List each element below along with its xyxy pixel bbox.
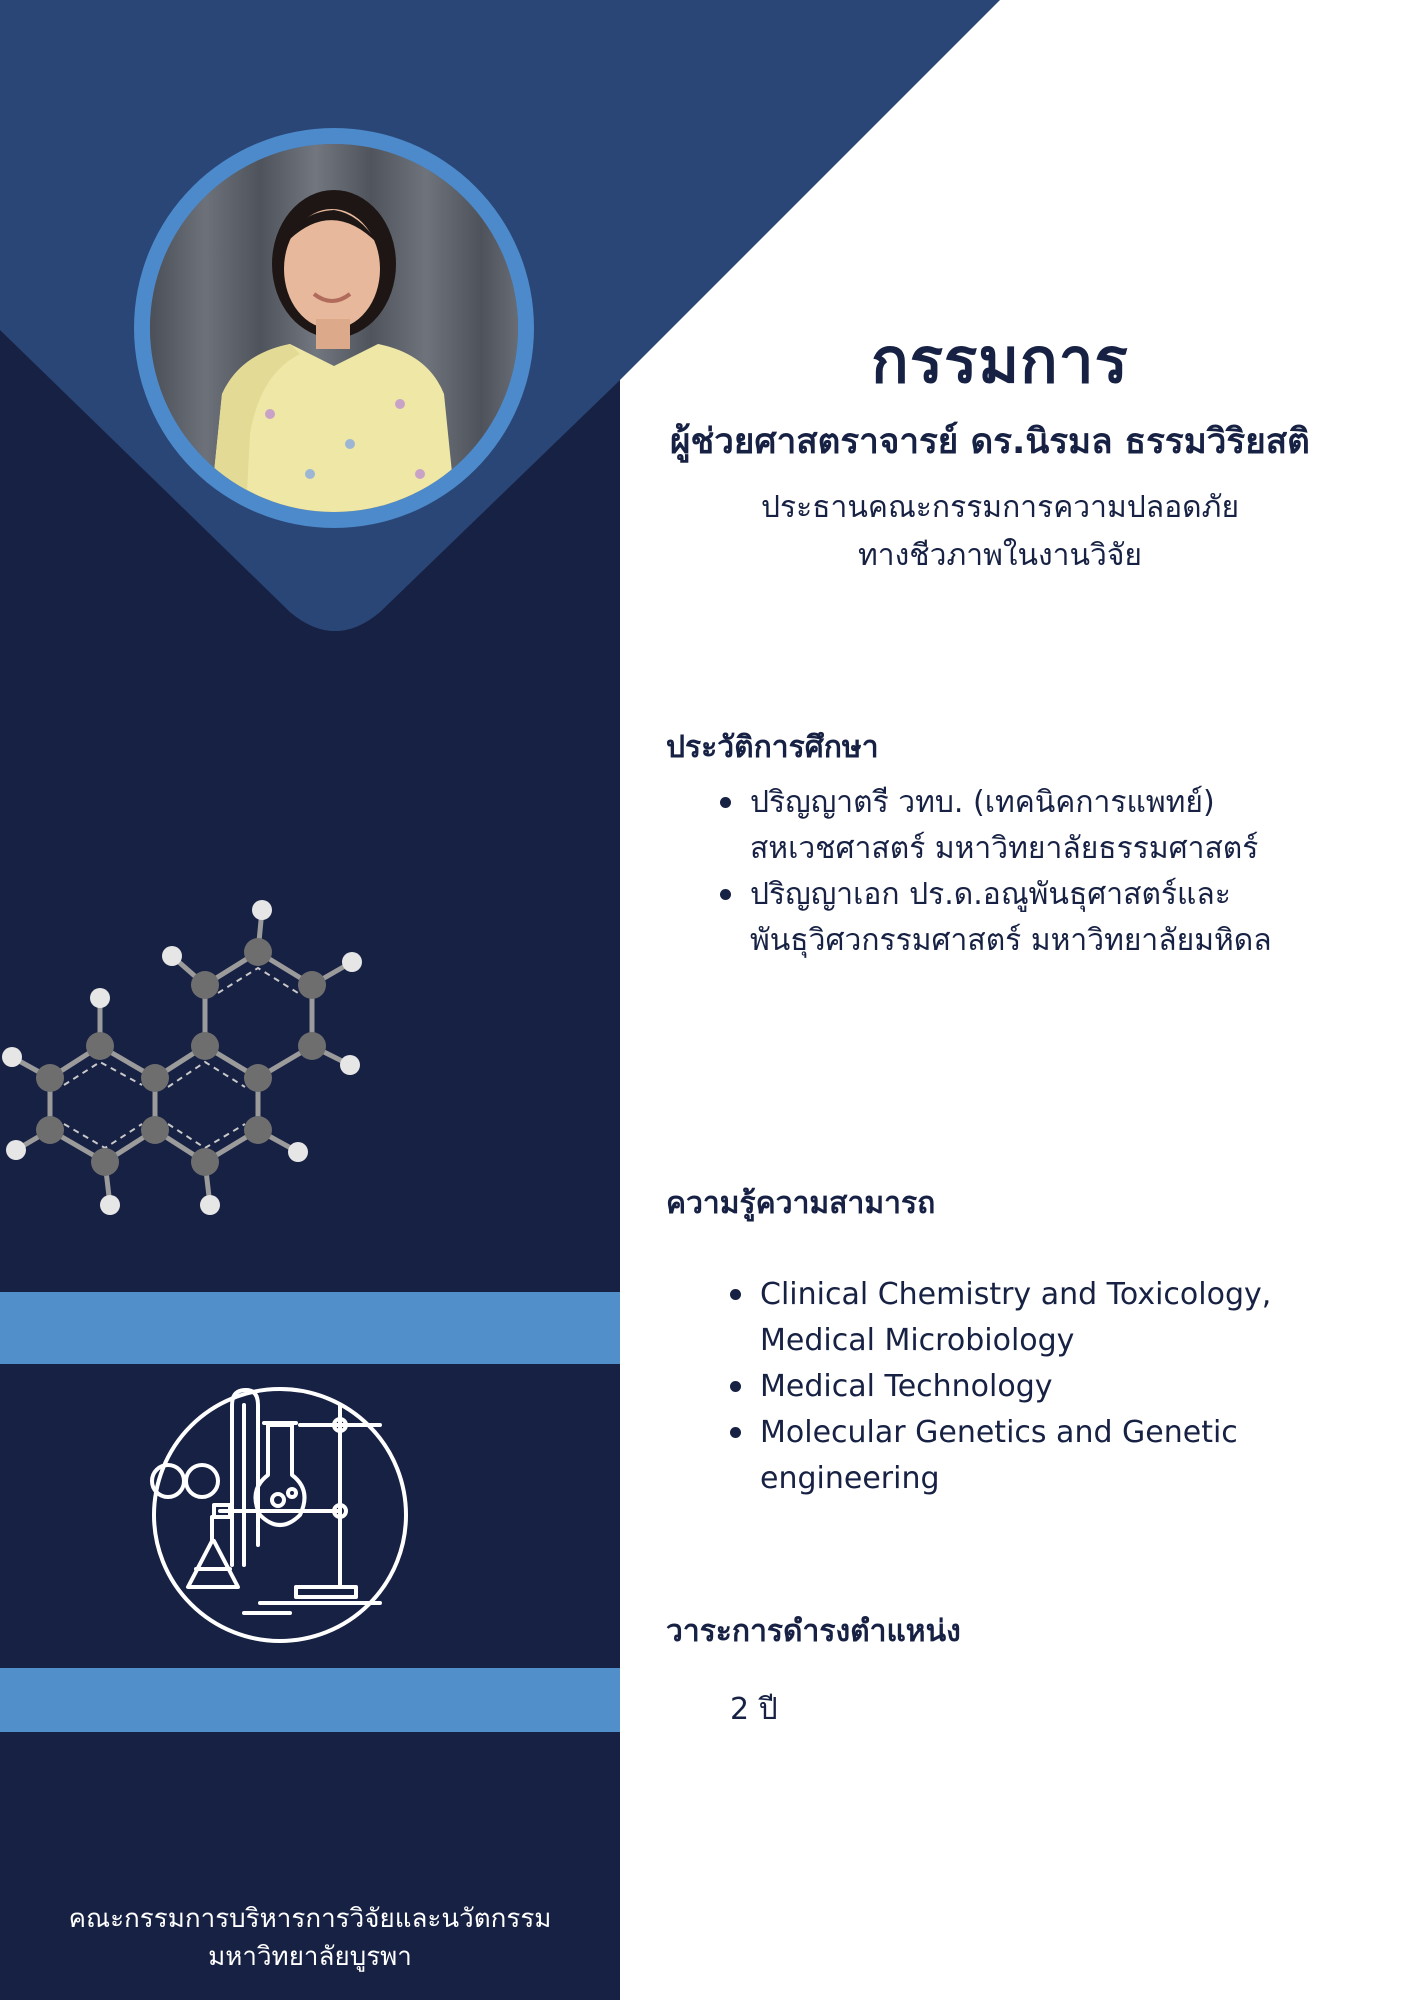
position-line-1: ประธานคณะกรรมการความปลอดภัย — [760, 490, 1240, 525]
laboratory-equipment-icon — [140, 1365, 420, 1645]
page-title: กรรมการ — [871, 324, 1129, 397]
education-item-line: พันธุวิศวกรรมศาสตร์ มหาวิทยาลัยมหิดล — [750, 923, 1272, 958]
expertise-item — [726, 1410, 1271, 1502]
expertise-item-line: Medical Microbiology — [760, 1323, 1075, 1358]
profile-content — [620, 0, 1414, 2000]
education-heading: ประวัติการศึกษา — [666, 730, 879, 765]
organization-footer — [0, 1900, 620, 1976]
person-photo-illustration — [150, 144, 518, 512]
organization-name-line-1: คณะกรรมการบริหารการวิจัยและนวัตกรรม — [68, 1904, 552, 1934]
expertise-item-line: Molecular Genetics and Genetic — [760, 1415, 1238, 1450]
education-item — [716, 780, 1272, 872]
position-line-2: ทางชีวภาพในงานวิจัย — [857, 538, 1143, 573]
education-list — [716, 780, 1272, 964]
position-title — [620, 484, 1380, 580]
expertise-item — [726, 1364, 1271, 1410]
accent-stripe-bottom — [0, 1668, 620, 1732]
term-value: 2 ปี — [730, 1692, 778, 1727]
expertise-item-line: Medical Technology — [760, 1369, 1053, 1404]
education-item-line: ปริญญาตรี วทบ. (เทคนิคการแพทย์) — [750, 785, 1215, 820]
education-item — [716, 872, 1272, 964]
education-item-line: สหเวชศาสตร์ มหาวิทยาลัยธรรมศาสตร์ — [750, 831, 1259, 866]
expertise-heading: ความรู้ความสามารถ — [666, 1186, 936, 1221]
organization-name-line-2: มหาวิทยาลัยบูรพา — [208, 1942, 412, 1972]
expertise-item-line: Clinical Chemistry and Toxicology, — [760, 1277, 1272, 1312]
profile-photo — [150, 144, 518, 512]
expertise-item-line: engineering — [760, 1461, 940, 1496]
education-item-line: ปริญญาเอก ปร.ด.อณูพันธุศาสตร์และ — [750, 877, 1231, 912]
term-heading: วาระการดำรงตำแหน่ง — [666, 1614, 961, 1649]
accent-stripe-top — [0, 1292, 620, 1364]
expertise-item — [726, 1272, 1271, 1364]
profile-photo-frame — [134, 128, 534, 528]
phenanthrene-molecule-icon — [0, 880, 380, 1240]
expertise-list — [726, 1272, 1271, 1502]
person-name: ผู้ช่วยศาสตราจารย์ ดร.นิรมล ธรรมวิริยสติ — [670, 422, 1310, 462]
